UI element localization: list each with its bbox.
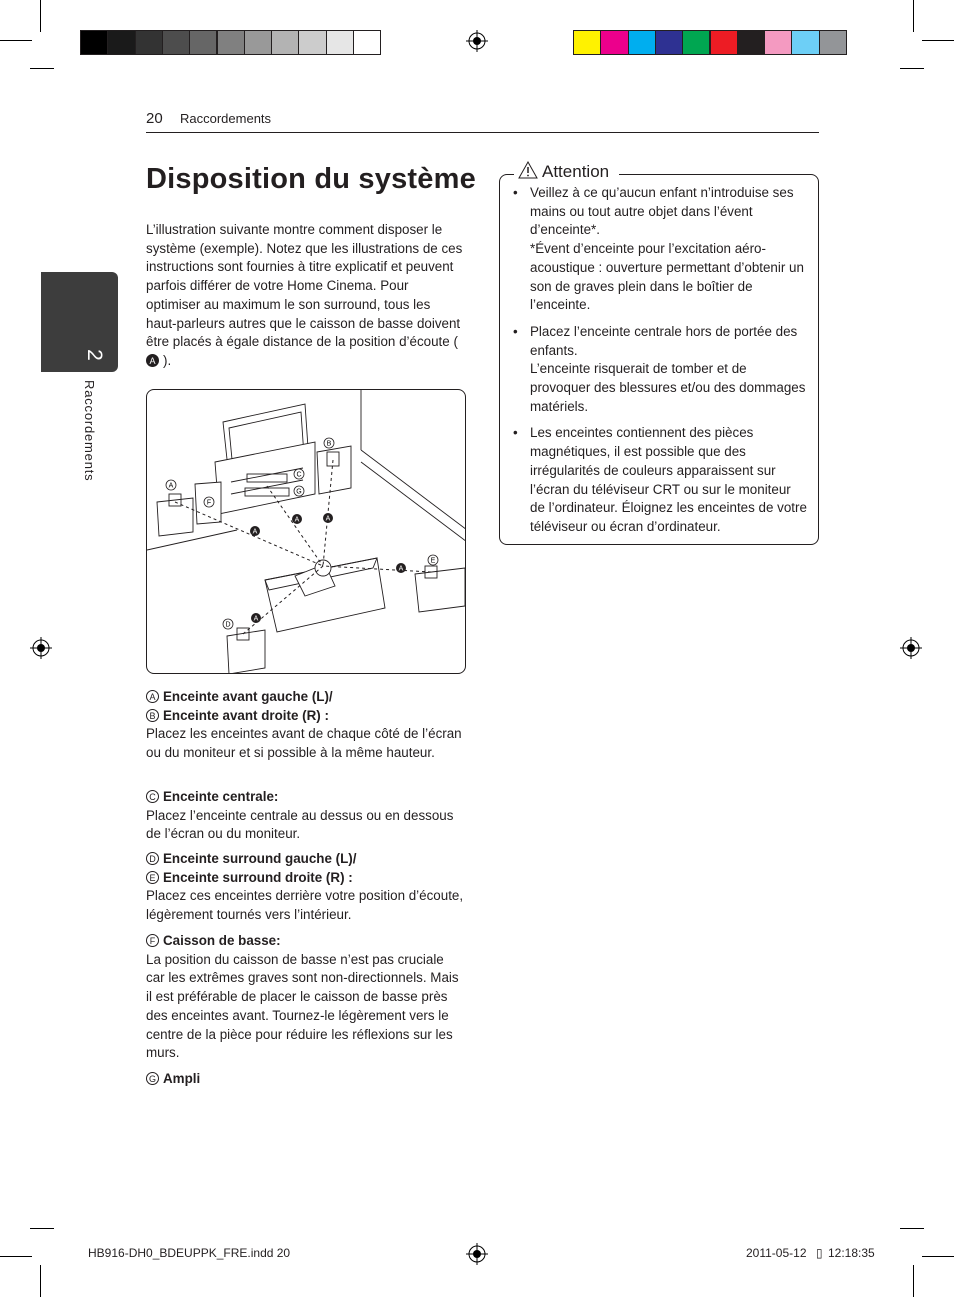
crop-mark	[30, 1228, 54, 1229]
svg-text:E: E	[430, 557, 436, 565]
page-title: Disposition du système	[146, 163, 476, 195]
intro-paragraph: L’illustration suivante montre comment disposer le système (exemple). Notez que les illustrations de ces instructions sont fournies à titre explicatif et peuvent parfois différer de votre Home Cinema. Pour optimiser au maximum le son surround, tous les haut-parleurs autres que le caisson de basse doivent être placés à égale distance de la position d’écoute (A ).	[146, 222, 463, 368]
legend-heading: B Enceinte avant droite (R) :	[146, 707, 466, 726]
legend-front	[146, 688, 466, 763]
chapter-number: 2	[82, 349, 106, 361]
svg-text:B: B	[326, 440, 332, 448]
crop-mark	[0, 40, 32, 41]
page-number: 20	[146, 110, 163, 127]
label-f	[204, 497, 214, 507]
color-swatch	[217, 30, 245, 55]
legend-heading: D Enceinte surround gauche (L)/	[146, 850, 466, 869]
color-swatch	[682, 30, 710, 55]
svg-text:A: A	[253, 615, 259, 623]
color-swatch	[162, 30, 190, 55]
attention-list	[512, 184, 808, 545]
legend-surround	[146, 850, 466, 925]
crop-mark	[40, 1265, 41, 1297]
color-swatch	[628, 30, 656, 55]
color-swatch	[600, 30, 628, 55]
crop-mark	[922, 1256, 954, 1257]
svg-text:C: C	[296, 471, 302, 479]
label-b	[324, 438, 334, 448]
svg-text:A: A	[168, 482, 174, 490]
crop-mark	[0, 1256, 32, 1257]
footer-time-icon: ▯	[816, 1246, 823, 1260]
distance-marker-a	[251, 613, 261, 623]
label-g	[294, 486, 304, 496]
attention-item: • Placez l’enceinte centrale hors de portée des enfants. L’enceinte risquerait de tomber et de provoquer des blessures et/ou des dommages matériels.	[512, 323, 808, 417]
chapter-label: Raccordements	[82, 380, 97, 482]
footer-time: 12:18:35	[828, 1246, 875, 1260]
color-swatch	[764, 30, 792, 55]
color-swatch	[107, 30, 135, 55]
crop-mark	[900, 68, 924, 69]
legend-heading: G Ampli	[146, 1070, 466, 1089]
registration-mark-icon	[466, 1243, 488, 1265]
distance-marker-a	[323, 513, 333, 523]
distance-marker-a	[250, 526, 260, 536]
legend-amp	[146, 1070, 466, 1089]
speaker-layout-figure	[146, 389, 466, 674]
registration-mark-icon	[466, 30, 488, 52]
color-swatch	[271, 30, 299, 55]
legend-center	[146, 788, 466, 844]
svg-text:A: A	[252, 528, 258, 536]
legend-subwoofer	[146, 932, 466, 1063]
legend-description: Placez l’enceinte centrale au dessus ou en dessous de l’écran ou du moniteur.	[146, 807, 454, 842]
color-swatch	[326, 30, 354, 55]
legend-description: Placez les enceintes avant de chaque côté de l’écran ou du moniteur et si possible à la même hauteur.	[146, 726, 462, 761]
color-swatch	[135, 30, 163, 55]
label-c	[294, 469, 304, 479]
attention-item: • Les enceintes contiennent des pièces magnétiques, il est possible que des irrégularités de couleurs apparaissent sur l’écran du téléviseur CRT ou sur le moniteur de l’ordinateur. Éloignez les enceintes de votre téléviseur ou écran d’ordinateur.	[512, 424, 808, 536]
footer-filename: HB916-DH0_BDEUPPK_FRE.indd 20	[88, 1246, 291, 1260]
label-e	[428, 555, 438, 565]
footer-date: 2011-05-12	[746, 1246, 807, 1260]
distance-marker-a	[292, 514, 302, 524]
header-section: Raccordements	[180, 111, 272, 126]
marker-a: A	[146, 354, 159, 367]
crop-mark	[30, 68, 54, 69]
distance-marker-a	[396, 563, 406, 573]
crop-mark	[40, 0, 41, 32]
label-d	[223, 619, 233, 629]
attention-item: • Veillez à ce qu’aucun enfant n’introduise ses mains ou tout autre objet dans l’évent d’enceinte*. *Évent d’enceinte pour l’excitation aéro-acoustique : ouverture permettant d’obtenir un son de graves plein dans le boîtier de l’enceinte.	[512, 184, 808, 315]
color-swatch	[655, 30, 683, 55]
color-swatch	[737, 30, 765, 55]
color-swatch	[80, 30, 108, 55]
svg-text:G: G	[296, 488, 302, 496]
svg-text:A: A	[294, 516, 300, 524]
legend-heading: F Caisson de basse:	[146, 932, 466, 951]
color-swatch	[710, 30, 738, 55]
svg-text:D: D	[225, 621, 231, 629]
attention-title: Attention	[514, 161, 619, 182]
crop-mark	[900, 1228, 924, 1229]
svg-text:A: A	[325, 515, 331, 523]
chapter-tab	[41, 272, 118, 372]
color-swatch	[819, 30, 847, 55]
color-swatch	[244, 30, 272, 55]
svg-text:A: A	[398, 565, 404, 573]
header-divider	[146, 132, 819, 133]
legend-heading: E Enceinte surround droite (R) :	[146, 869, 466, 888]
color-swatch	[298, 30, 326, 55]
legend-heading: A Enceinte avant gauche (L)/	[146, 688, 466, 707]
color-swatch	[189, 30, 217, 55]
label-a-front-left	[166, 480, 176, 490]
color-swatch	[791, 30, 819, 55]
legend-description: Placez ces enceintes derrière votre position d’écoute, légèrement tournés vers l’intérieur.	[146, 888, 464, 923]
crop-mark	[922, 40, 954, 41]
legend-description: La position du caisson de basse n’est pas cruciale car les extrêmes graves sont non-directionnels. Mais il est préférable de placer le caisson de basse près des enceintes avant. Tournez-le légèrement vers le centre de la pièce pour réduire les réflexions sur les murs.	[146, 951, 459, 1061]
legend-heading: C Enceinte centrale:	[146, 788, 466, 807]
svg-text:F: F	[206, 499, 212, 507]
registration-mark-icon	[30, 637, 52, 659]
crop-mark	[913, 0, 914, 32]
color-swatch	[573, 30, 601, 55]
warning-icon	[518, 161, 538, 179]
color-swatch	[353, 30, 381, 55]
room-illustration	[147, 390, 466, 674]
crop-mark	[913, 1265, 914, 1297]
registration-mark-icon	[900, 637, 922, 659]
